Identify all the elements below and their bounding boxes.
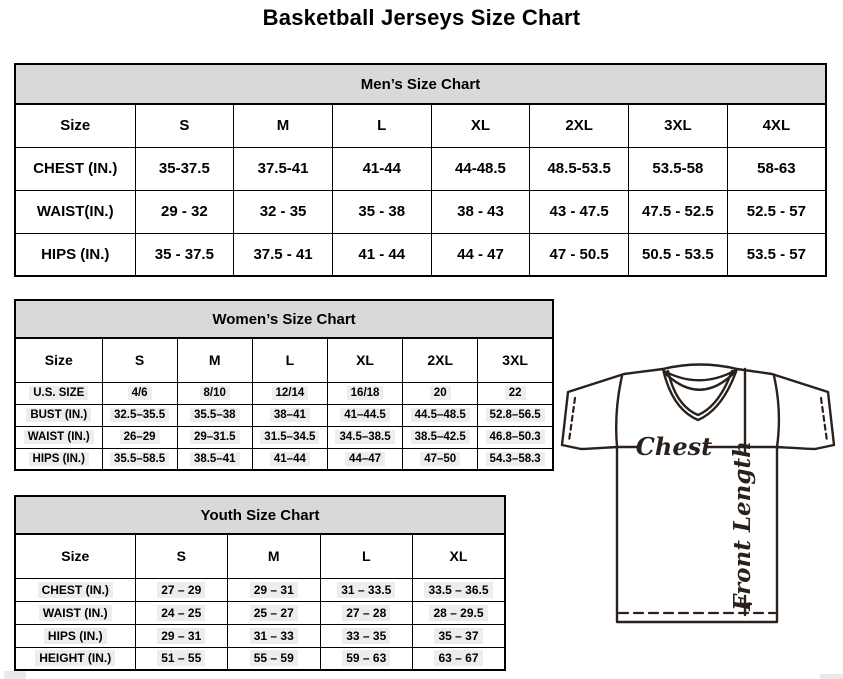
size-header-row [15,338,553,382]
value-cell [332,233,431,276]
value-text: 41–44.5 [340,408,390,422]
value-cell [727,190,826,233]
size-header-cell [234,104,333,147]
value-text: 43 - 47.5 [549,203,609,220]
value-cell [228,647,321,670]
value-cell [403,382,478,404]
header-text: L [377,117,387,135]
header-text: 4XL [762,117,791,135]
value-text: 44.5–48.5 [411,408,470,422]
value-text: 33 – 35 [342,628,390,644]
value-cell [177,382,252,404]
value-cell [727,233,826,276]
front-length-label: Front Length [729,441,756,611]
value-text: 35.5–58.5 [110,452,169,466]
value-cell [332,190,431,233]
value-text: 37.5 - 41 [253,245,313,263]
value-text: 35-37.5 [158,160,210,177]
value-cell [327,448,402,470]
page-title: Basketball Jerseys Size Chart [262,5,581,30]
value-cell [252,404,327,426]
size-header-cell [431,104,530,147]
value-cell [252,382,327,404]
value-cell [431,147,530,190]
value-text: 4/6 [128,386,152,400]
value-text: 53.5-58 [652,160,704,177]
value-text: 35 – 37 [434,628,482,644]
value-text: 37.5-41 [257,160,309,177]
measure-label-cell [15,624,135,647]
measure-label-cell [15,147,135,190]
size-header-row [15,534,505,578]
value-text: 52.8–56.5 [486,408,545,422]
value-text: 35.5–38 [190,408,240,422]
value-cell [135,233,234,276]
value-text: 32.5–35.5 [110,408,169,422]
youth-chart-title: Youth Size Chart [14,495,506,533]
value-cell [234,147,333,190]
measure-label-cell [15,190,135,233]
measure-label: WAIST (IN.) [24,430,94,444]
header-text: S [179,117,190,135]
measure-label-cell [15,382,102,404]
size-header-cell [135,534,228,578]
value-text: 22 [505,386,526,400]
value-text: 53.5 - 57 [746,245,806,263]
value-text: 28 – 29.5 [429,605,487,621]
value-text: 51 – 55 [157,650,205,666]
value-cell [727,147,826,190]
measure-label-cell [15,578,135,601]
value-text: 44–47 [345,452,385,466]
value-text: 52.5 - 57 [746,203,806,220]
size-header-cell [252,338,327,382]
value-text: 41-44 [362,160,401,177]
value-text: 31 – 33 [250,628,298,644]
value-cell [252,426,327,448]
value-text: 50.5 - 53.5 [642,245,714,263]
table-row [15,426,553,448]
value-text: 55 – 59 [250,650,298,666]
value-text: 58-63 [757,160,796,177]
header-text: XL [449,548,468,565]
value-cell [135,190,234,233]
value-text: 38–41 [270,408,310,422]
value-text: 33.5 – 36.5 [424,582,492,598]
value-cell [135,647,228,670]
value-cell [431,190,530,233]
value-text: 12/14 [272,386,309,400]
value-cell [413,624,506,647]
header-text: Size [60,117,91,135]
value-text: 29–31.5 [190,430,240,444]
value-text: 27 – 29 [157,582,205,598]
value-text: 47 - 50.5 [549,245,609,263]
value-text: 16/18 [347,386,384,400]
value-cell [135,601,228,624]
value-text: 47.5 - 52.5 [642,203,714,220]
measure-label: HEIGHT (IN.) [35,650,115,666]
table-row [15,448,553,470]
value-cell [327,426,402,448]
value-cell [177,404,252,426]
value-cell [478,448,553,470]
value-text: 41 - 44 [358,245,406,263]
value-text: 38.5–41 [190,452,240,466]
value-text: 25 – 27 [250,605,298,621]
value-text: 26–29 [120,430,160,444]
scan-artifact-right [820,674,843,679]
measure-label: HIPS (IN.) [41,245,110,263]
value-text: 29 - 32 [161,203,208,220]
table-row [15,404,553,426]
scan-artifact-left [4,671,26,679]
size-header-cell [327,338,402,382]
header-text: 3XL [502,352,528,369]
value-cell [102,404,177,426]
value-cell [327,404,402,426]
header-text: M [208,352,221,369]
value-cell [177,448,252,470]
header-text: 3XL [664,117,692,135]
value-text: 29 – 31 [250,582,298,598]
measure-label-cell [15,601,135,624]
measure-label-cell [15,233,135,276]
value-text: 32 - 35 [259,203,307,220]
size-header-cell [320,534,413,578]
value-text: 47–50 [420,452,460,466]
value-cell [629,190,728,233]
measure-label: BUST (IN.) [26,408,91,422]
value-cell [102,426,177,448]
mens-table [14,103,827,277]
size-header-cell [177,338,252,382]
measure-label: WAIST(IN.) [36,203,114,220]
size-column-label [15,104,135,147]
value-cell [530,233,629,276]
size-header-cell [332,104,431,147]
value-cell [135,624,228,647]
value-cell [403,404,478,426]
value-cell [320,601,413,624]
value-text: 44 - 47 [457,245,504,263]
value-cell [431,233,530,276]
value-cell [403,426,478,448]
value-cell [320,647,413,670]
value-text: 31.5–34.5 [260,430,319,444]
value-cell [228,578,321,601]
value-text: 46.8–50.3 [486,430,545,444]
table-row [15,190,826,233]
measure-label-cell [15,448,102,470]
value-cell [234,233,333,276]
size-header-cell [530,104,629,147]
value-text: 38 - 43 [457,203,504,220]
value-cell [629,233,728,276]
table-row [15,382,553,404]
size-header-cell [629,104,728,147]
value-cell [252,448,327,470]
table-row [15,601,505,624]
value-text: 35 - 37.5 [154,245,214,263]
header-text: XL [356,352,374,369]
value-cell [135,578,228,601]
value-cell [228,624,321,647]
value-cell [413,647,506,670]
measure-label-cell [15,426,102,448]
value-text: 20 [430,386,451,400]
value-cell [413,578,506,601]
header-text: 2XL [427,352,454,369]
size-header-cell [228,534,321,578]
womens-size-chart [14,299,554,471]
value-cell [102,382,177,404]
measure-label-cell [15,647,135,670]
measure-label-cell [15,404,102,426]
table-row [15,578,505,601]
size-column-label [15,534,135,578]
header-text: L [285,352,295,369]
mens-size-chart [14,63,827,277]
header-text: L [361,548,371,565]
size-header-cell [102,338,177,382]
value-text: 24 – 25 [157,605,205,621]
value-text: 63 – 67 [434,650,482,666]
size-header-cell [135,104,234,147]
value-text: 59 – 63 [342,650,390,666]
header-text: S [176,548,186,565]
value-cell [228,601,321,624]
value-cell [320,578,413,601]
value-text: 35 - 38 [358,203,406,220]
value-text: 48.5-53.5 [547,160,611,177]
table-row [15,624,505,647]
jersey-outline [562,365,834,623]
value-text: 54.3–58.3 [486,452,545,466]
youth-table [14,533,506,671]
value-text: 38.5–42.5 [411,430,470,444]
value-text: 31 – 33.5 [337,582,395,598]
value-cell [530,147,629,190]
size-column-label [15,338,102,382]
value-cell [332,147,431,190]
value-cell [135,147,234,190]
value-text: 41–44 [270,452,310,466]
value-cell [478,382,553,404]
mens-chart-title: Men’s Size Chart [14,63,827,103]
table-row [15,233,826,276]
womens-chart-title: Women’s Size Chart [14,299,554,337]
value-text: 29 – 31 [157,628,205,644]
header-text: XL [470,117,491,135]
value-cell [530,190,629,233]
header-text: M [267,548,280,565]
measure-label: CHEST (IN.) [38,582,113,598]
value-cell [327,382,402,404]
value-cell [234,190,333,233]
size-header-row [15,104,826,147]
measure-label: HIPS (IN.) [29,452,89,466]
value-cell [102,448,177,470]
measure-label: HIPS (IN.) [44,628,107,644]
value-cell [177,426,252,448]
size-header-cell [413,534,506,578]
measure-label: CHEST (IN.) [33,160,118,177]
value-cell [629,147,728,190]
header-text: 2XL [565,117,593,135]
womens-table [14,337,554,471]
header-text: Size [61,548,90,565]
value-text: 8/10 [200,386,230,400]
value-text: 27 – 28 [342,605,390,621]
youth-size-chart [14,495,506,671]
chest-label: Chest [635,432,713,461]
size-header-cell [403,338,478,382]
table-row [15,147,826,190]
size-header-cell [727,104,826,147]
value-text: 34.5–38.5 [335,430,394,444]
table-row [15,647,505,670]
value-cell [403,448,478,470]
jersey-measurement-diagram [556,356,840,626]
header-text: M [276,117,290,135]
size-header-cell [478,338,553,382]
value-cell [413,601,506,624]
value-cell [478,404,553,426]
value-cell [478,426,553,448]
measure-label: U.S. SIZE [29,386,88,400]
header-text: S [134,352,145,369]
value-cell [320,624,413,647]
measure-label: WAIST (IN.) [39,605,112,621]
header-text: Size [44,352,73,369]
value-text: 44-48.5 [455,160,506,177]
